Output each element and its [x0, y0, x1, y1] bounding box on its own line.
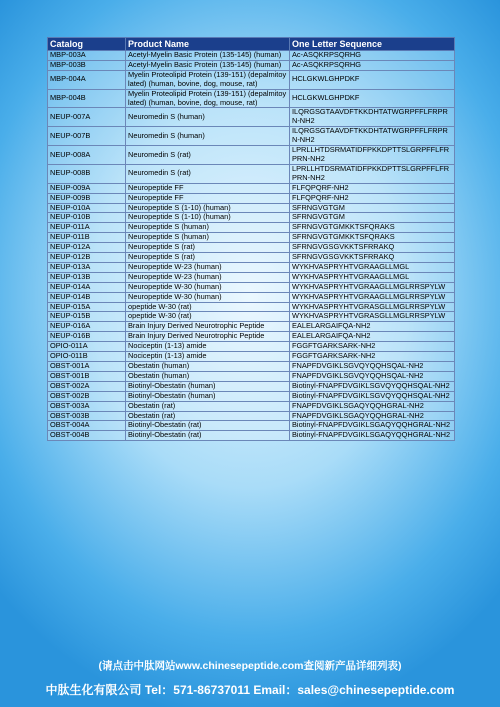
- catalog-cell: OBST-001B: [48, 371, 126, 381]
- catalog-cell: NEUP-016A: [48, 322, 126, 332]
- table-row: [48, 342, 455, 352]
- sequence-cell: WYKHVASPRYHTVGRAAGLLMGLRRSPYLW: [290, 292, 455, 302]
- table-row: [48, 193, 455, 203]
- sequence-cell: LPRLLHTDSRMATIDFPKKDPTTSLGRPFFLFRPRN-NH2: [290, 146, 455, 165]
- sequence-cell: WYKHVASPRYHTVGRAAGLLMGL: [290, 262, 455, 272]
- product-name-cell: Neuropeptide W-30 (human): [126, 292, 290, 302]
- sequence-cell: EALELARGAIFQA-NH2: [290, 332, 455, 342]
- table-row: [48, 262, 455, 272]
- catalog-cell: NEUP-008A: [48, 146, 126, 165]
- product-name-cell: Obestatin (rat): [126, 411, 290, 421]
- product-name-cell: Myelin Proteolipid Protein (139-151) (depalmitoylated) (human, bovine, dog, mouse, rat): [126, 70, 290, 89]
- sequence-cell: HCLGKWLGHPDKF: [290, 89, 455, 108]
- catalog-cell: MBP-004A: [48, 70, 126, 89]
- table-row: [48, 89, 455, 108]
- table-row: [48, 362, 455, 372]
- table-row: [48, 411, 455, 421]
- catalog-cell: MBP-003B: [48, 60, 126, 70]
- table-row: [48, 146, 455, 165]
- sequence-cell: FLFQPQRF-NH2: [290, 193, 455, 203]
- catalog-cell: MBP-004B: [48, 89, 126, 108]
- table-body: [48, 51, 455, 441]
- table-row: [48, 401, 455, 411]
- catalog-cell: NEUP-010B: [48, 213, 126, 223]
- sequence-cell: WYKHVASPRYHTVGRASGLLMGLRRSPYLW: [290, 312, 455, 322]
- sequence-cell: WYKHVASPRYHTVGRAAGLLMGL: [290, 272, 455, 282]
- product-name-cell: Myelin Proteolipid Protein (139-151) (depalmitoylated) (human, bovine, dog, mouse, rat): [126, 89, 290, 108]
- sequence-cell: Biotinyl-FNAPFDVGIKLSGAQYQQHGRAL-NH2: [290, 431, 455, 441]
- catalog-cell: OBST-004B: [48, 431, 126, 441]
- sequence-cell: Biotinyl-FNAPFDVGIKLSGAQYQQHGRAL-NH2: [290, 421, 455, 431]
- catalog-cell: NEUP-014A: [48, 282, 126, 292]
- table-row: [48, 282, 455, 292]
- sequence-cell: SFRNGVGTGMKKTSFQRAKS: [290, 233, 455, 243]
- sequence-cell: SFRNGVGTGM: [290, 213, 455, 223]
- product-name-cell: opeptide W-30 (rat): [126, 302, 290, 312]
- sequence-cell: HCLGKWLGHPDKF: [290, 70, 455, 89]
- catalog-cell: NEUP-009B: [48, 193, 126, 203]
- sequence-cell: ILQRGSGTAAVDFTKKDHTATWGRPFFLFRPRN-NH2: [290, 127, 455, 146]
- table-row: [48, 213, 455, 223]
- table-row: [48, 371, 455, 381]
- product-name-cell: Neuropeptide S (rat): [126, 253, 290, 263]
- catalog-cell: NEUP-011A: [48, 223, 126, 233]
- table-row: [48, 223, 455, 233]
- catalog-cell: NEUP-011B: [48, 233, 126, 243]
- table-row: [48, 243, 455, 253]
- sequence-cell: EALELARGAIFQA-NH2: [290, 322, 455, 332]
- product-name-cell: Brain Injury Derived Neurotrophic Peptide: [126, 322, 290, 332]
- product-name-cell: Neuromedin S (human): [126, 127, 290, 146]
- sequence-cell: ILQRGSGTAAVDFTKKDHTATWGRPFFLFRPRN-NH2: [290, 108, 455, 127]
- product-name-cell: Acetyl-Myelin Basic Protein (135-145) (human): [126, 51, 290, 61]
- catalog-cell: NEUP-007A: [48, 108, 126, 127]
- catalog-cell: OBST-003B: [48, 411, 126, 421]
- table-row: [48, 183, 455, 193]
- table-row: [48, 127, 455, 146]
- sequence-cell: FNAPFDVGIKLSGVQYQQHSQAL-NH2: [290, 362, 455, 372]
- table-row: [48, 253, 455, 263]
- sequence-cell: FGGFTGARKSARK-NH2: [290, 352, 455, 362]
- catalog-cell: NEUP-012A: [48, 243, 126, 253]
- product-name-cell: Neuropeptide W-23 (human): [126, 262, 290, 272]
- table-row: [48, 312, 455, 322]
- table-row: [48, 322, 455, 332]
- sequence-cell: FNAPFDVGIKLSGAQYQQHGRAL-NH2: [290, 401, 455, 411]
- product-name-cell: Neuropeptide FF: [126, 193, 290, 203]
- table-row: [48, 332, 455, 342]
- catalog-cell: OBST-001A: [48, 362, 126, 372]
- catalog-cell: NEUP-013B: [48, 272, 126, 282]
- sequence-cell: SFRNGVGSGVKKTSFRRAKQ: [290, 253, 455, 263]
- product-name-cell: Neuropeptide W-30 (human): [126, 282, 290, 292]
- product-name-cell: Neuromedin S (rat): [126, 164, 290, 183]
- catalog-cell: NEUP-007B: [48, 127, 126, 146]
- product-name-cell: Neuropeptide S (1-10) (human): [126, 203, 290, 213]
- catalog-cell: NEUP-008B: [48, 164, 126, 183]
- catalog-cell: OPIO-011A: [48, 342, 126, 352]
- catalog-cell: NEUP-014B: [48, 292, 126, 302]
- sequence-cell: Biotinyl-FNAPFDVGIKLSGVQYQQHSQAL-NH2: [290, 391, 455, 401]
- product-name-cell: opeptide W-30 (rat): [126, 312, 290, 322]
- product-name-cell: Neuropeptide FF: [126, 183, 290, 193]
- sequence-cell: FLFQPQRF-NH2: [290, 183, 455, 193]
- table-row: [48, 164, 455, 183]
- product-name-cell: Neuropeptide S (1-10) (human): [126, 213, 290, 223]
- catalog-cell: NEUP-015B: [48, 312, 126, 322]
- table-row: [48, 381, 455, 391]
- catalog-cell: NEUP-015A: [48, 302, 126, 312]
- product-name-cell: Biotinyl-Obestatin (human): [126, 391, 290, 401]
- table-row: [48, 431, 455, 441]
- product-name-cell: Biotinyl-Obestatin (human): [126, 381, 290, 391]
- table-row: [48, 272, 455, 282]
- product-name-cell: Nociceptin (1-13) amide: [126, 352, 290, 362]
- table-row: [48, 302, 455, 312]
- catalog-cell: NEUP-012B: [48, 253, 126, 263]
- sequence-cell: WYKHVASPRYHTVGRASGLLMGLRRSPYLW: [290, 302, 455, 312]
- product-name-cell: Biotinyl-Obestatin (rat): [126, 421, 290, 431]
- sequence-cell: FNAPFDVGIKLSGVQYQQHSQAL-NH2: [290, 371, 455, 381]
- sequence-cell: Biotinyl-FNAPFDVGIKLSGVQYQQHSQAL-NH2: [290, 381, 455, 391]
- table-row: [48, 51, 455, 61]
- catalog-cell: OBST-002B: [48, 391, 126, 401]
- sequence-cell: FGGFTGARKSARK-NH2: [290, 342, 455, 352]
- table-row: [48, 60, 455, 70]
- company-contact: 中肽生化有限公司 Tel：571-86737011 Email：sales@chinesepeptide.com: [45, 683, 455, 697]
- table-row: [48, 352, 455, 362]
- product-name-cell: Obestatin (rat): [126, 401, 290, 411]
- product-name-cell: Neuropeptide W-23 (human): [126, 272, 290, 282]
- column-header-sequence: One Letter Sequence: [290, 38, 455, 51]
- catalog-cell: NEUP-009A: [48, 183, 126, 193]
- table-row: [48, 108, 455, 127]
- peptide-catalog-table: [47, 37, 455, 441]
- catalog-cell: OBST-002A: [48, 381, 126, 391]
- sequence-cell: FNAPFDVGIKLSGAQYQQHGRAL-NH2: [290, 411, 455, 421]
- catalog-cell: NEUP-010A: [48, 203, 126, 213]
- website-note: (请点击中肽网站www.chinesepeptide.com查阅新产品详细列表): [98, 660, 402, 672]
- product-name-cell: Acetyl-Myelin Basic Protein (135-145) (human): [126, 60, 290, 70]
- table-row: [48, 70, 455, 89]
- product-name-cell: Neuromedin S (human): [126, 108, 290, 127]
- catalog-cell: NEUP-013A: [48, 262, 126, 272]
- sequence-cell: SFRNGVGTGM: [290, 203, 455, 213]
- column-header-product-name: Product Name: [126, 38, 290, 51]
- sequence-cell: Ac-ASQKRPSQRHG: [290, 60, 455, 70]
- table-row: [48, 233, 455, 243]
- sequence-cell: SFRNGVGTGMKKTSFQRAKS: [290, 223, 455, 233]
- sequence-cell: LPRLLHTDSRMATIDFPKKDPTTSLGRPFFLFRPRN-NH2: [290, 164, 455, 183]
- product-name-cell: Neuropeptide S (human): [126, 233, 290, 243]
- catalog-cell: OBST-003A: [48, 401, 126, 411]
- product-name-cell: Neuromedin S (rat): [126, 146, 290, 165]
- catalog-cell: OPIO-011B: [48, 352, 126, 362]
- catalog-cell: OBST-004A: [48, 421, 126, 431]
- table-header-row: [48, 38, 455, 51]
- sequence-cell: WYKHVASPRYHTVGRAAGLLMGLRRSPYLW: [290, 282, 455, 292]
- product-name-cell: Brain Injury Derived Neurotrophic Peptide: [126, 332, 290, 342]
- product-name-cell: Biotinyl-Obestatin (rat): [126, 431, 290, 441]
- product-name-cell: Obestatin (human): [126, 371, 290, 381]
- catalog-cell: MBP-003A: [48, 51, 126, 61]
- product-name-cell: Neuropeptide S (rat): [126, 243, 290, 253]
- table-row: [48, 421, 455, 431]
- sequence-cell: SFRNGVGSGVKKTSFRRAKQ: [290, 243, 455, 253]
- column-header-catalog: Catalog: [48, 38, 126, 51]
- product-name-cell: Neuropeptide S (human): [126, 223, 290, 233]
- catalog-cell: NEUP-016B: [48, 332, 126, 342]
- table-row: [48, 203, 455, 213]
- table-row: [48, 292, 455, 302]
- sequence-cell: Ac-ASQKRPSQRHG: [290, 51, 455, 61]
- product-name-cell: Obestatin (human): [126, 362, 290, 372]
- product-name-cell: Nociceptin (1-13) amide: [126, 342, 290, 352]
- table-row: [48, 391, 455, 401]
